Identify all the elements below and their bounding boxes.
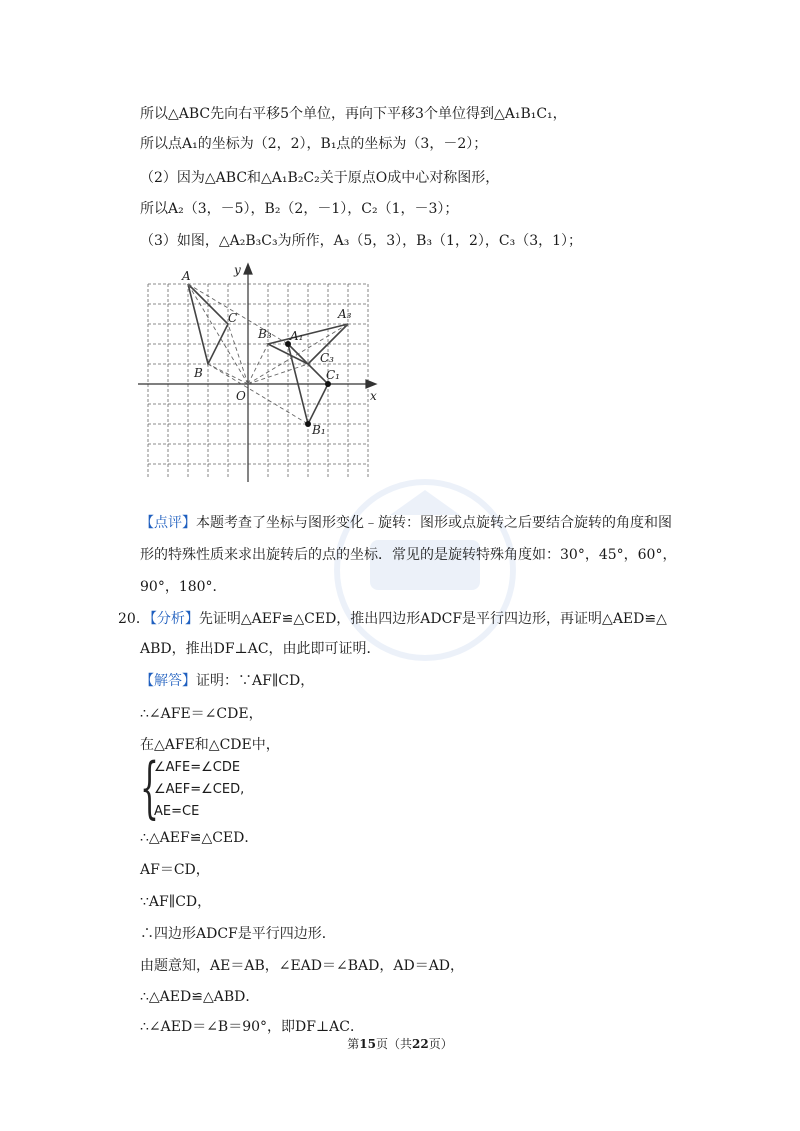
proof-step-7: 由题意知，AE＝AB，∠EAD＝∠BAD，AD＝AD，	[140, 958, 465, 974]
footer-total: 22	[412, 1037, 429, 1051]
equation-system	[140, 749, 290, 826]
label-a3: A₃	[338, 307, 352, 321]
proof-step-8: ∴△AED≌△ABD．	[140, 989, 260, 1005]
comment-line-2: 形的特殊性质来求出旋转后的点的坐标．常见的是旋转特殊角度如：30°，45°，60°，	[140, 547, 677, 563]
answer-tag: 【解答】	[140, 673, 196, 689]
analysis-tag: 【分析】	[149, 611, 199, 627]
label-b: B	[194, 366, 203, 380]
q20-analysis-line-1	[118, 610, 667, 628]
proof-step-3: ∴△AEF≌△CED．	[140, 830, 259, 846]
comment-text-1: 本题考查了坐标与图形变化﹣旋转：图形或点旋转之后要结合旋转的角度和图	[196, 515, 672, 531]
solution-line-4: 所以A₂（3，－5），B₂（2，－1），C₂（1，－3）；	[140, 201, 459, 217]
label-b3: B₃	[258, 327, 272, 341]
analysis-text-1: 先证明△AEF≌△CED，推出四边形ADCF是平行四边形，再证明△AED≌△	[198, 611, 667, 627]
proof-step-4: AF＝CD，	[140, 862, 210, 878]
label-origin: O	[236, 389, 246, 403]
system-row-2: ∠AEF=∠CED,	[154, 782, 245, 797]
solution-line-2: 所以点A₁的坐标为（2，2），B₁点的坐标为（3，－2）；	[140, 136, 488, 152]
proof-step-9: ∴∠AED＝∠B＝90°，即DF⊥AC．	[140, 1019, 364, 1035]
proof-step-5: ∵AF∥CD，	[140, 894, 212, 910]
q20-answer-line	[140, 672, 314, 690]
page-footer	[0, 1035, 800, 1052]
footer-mid: 页（共	[375, 1037, 412, 1051]
axis-x-label: x	[370, 389, 377, 403]
axis-y-label: y	[234, 263, 241, 277]
label-a: A	[182, 269, 191, 283]
label-b1: B₁	[312, 423, 326, 437]
proof-step-6: ∴四边形ADCF是平行四边形．	[140, 926, 336, 942]
answer-first: 证明：∵AF∥CD，	[196, 673, 315, 689]
q20-analysis-line-2: ABD，推出DF⊥AC，由此即可证明．	[140, 641, 381, 657]
label-c3: C₃	[320, 351, 334, 365]
comment-line-1	[140, 514, 672, 532]
axes	[138, 264, 376, 482]
label-c1: C₁	[326, 368, 340, 382]
footer-post: 页）	[428, 1037, 453, 1051]
comment-line-3: 90°，180°．	[140, 579, 227, 595]
proof-step-2: 在△AFE和△CDE中，	[140, 737, 280, 753]
label-c: C	[228, 311, 238, 325]
solution-line-5: （3）如图，△A₂B₃C₃为所作，A₃（5，3），B₃（1，2），C₃（3，1）；	[140, 233, 583, 249]
solution-line-1: 所以△ABC先向右平移5个单位，再向下平移3个单位得到△A₁B₁C₁，	[140, 106, 567, 122]
coordinate-figure	[138, 262, 398, 502]
brace-icon: {	[140, 749, 159, 826]
comment-tag: 【点评】	[140, 515, 196, 531]
footer-page: 15	[359, 1037, 376, 1051]
q20-number: 20．	[118, 611, 150, 627]
system-row-1: ∠AFE=∠CDE	[154, 760, 241, 775]
solution-line-3: （2）因为△ABC和△A₁B₂C₂关于原点O成中心对称图形，	[140, 170, 500, 186]
proof-step-1: ∴∠AFE＝∠CDE，	[140, 706, 263, 722]
system-row-3: AE=CE	[154, 804, 200, 819]
label-a1: A₁	[290, 329, 304, 343]
footer-pre: 第	[347, 1037, 360, 1051]
